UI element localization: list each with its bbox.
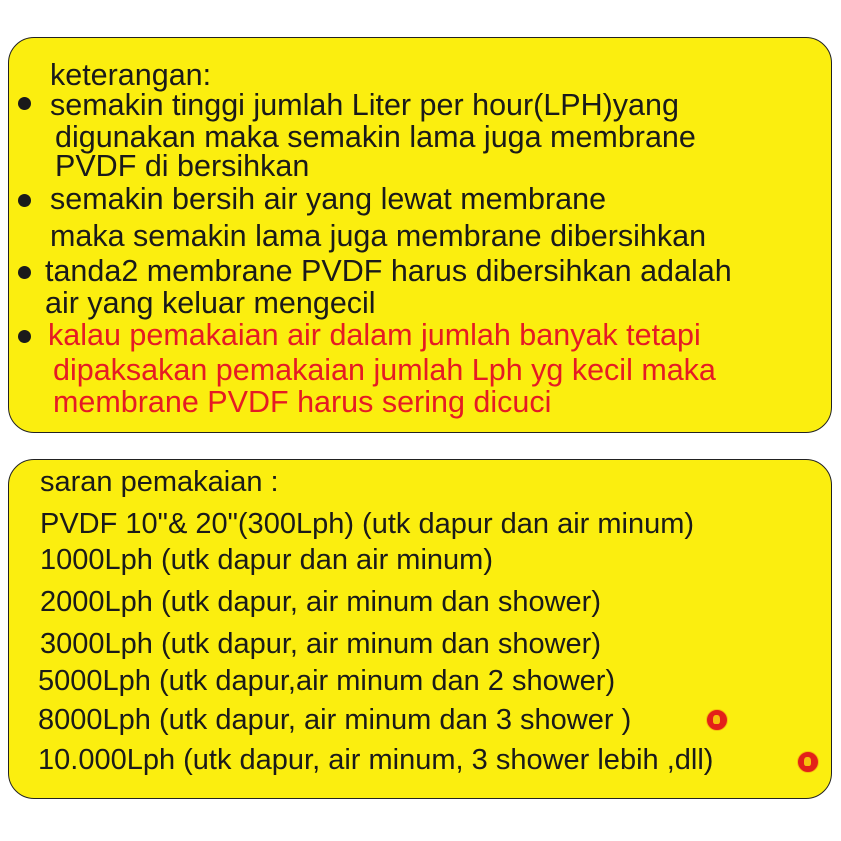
note-line-highlight: dipaksakan pemakaian jumlah Lph yg kecil maka: [53, 353, 716, 387]
suggestion-item: 5000Lph (utk dapur,air minum dan 2 shower): [38, 665, 616, 697]
note-line: PVDF di bersihkan: [55, 149, 310, 183]
bullet-icon: [18, 266, 31, 279]
note-line: tanda2 membrane PVDF harus dibersihkan adalah: [45, 254, 732, 288]
note-line: digunakan maka semakin lama juga membrane: [55, 120, 696, 154]
bullet-icon: [18, 330, 31, 343]
suggestion-item: 1000Lph (utk dapur dan air minum): [40, 544, 493, 576]
note-line: semakin tinggi jumlah Liter per hour(LPH)yang: [50, 88, 679, 122]
note-line: air yang keluar mengecil: [45, 286, 376, 320]
suggestion-item: 2000Lph (utk dapur, air minum dan shower): [40, 586, 601, 618]
note-line-highlight: kalau pemakaian air dalam jumlah banyak tetapi: [48, 318, 701, 352]
suggestion-item: 3000Lph (utk dapur, air minum dan shower): [40, 628, 601, 660]
note-line: maka semakin lama juga membrane dibersihkan: [50, 219, 707, 253]
thumbs-up-badge-icon: [797, 751, 819, 773]
thumbs-up-badge-icon: [706, 709, 728, 731]
notes-heading: keterangan:: [50, 58, 212, 92]
suggestions-heading: saran pemakaian :: [40, 466, 279, 498]
note-line: semakin bersih air yang lewat membrane: [50, 182, 607, 216]
note-line-highlight: membrane PVDF harus sering dicuci: [53, 385, 552, 419]
bullet-icon: [18, 194, 31, 207]
suggestion-item: 10.000Lph (utk dapur, air minum, 3 shower lebih ,dll): [38, 744, 714, 776]
suggestion-item: PVDF 10"& 20"(300Lph) (utk dapur dan air minum): [40, 508, 695, 540]
bullet-icon: [18, 97, 31, 110]
suggestion-item: 8000Lph (utk dapur, air minum dan 3 shower ): [38, 704, 632, 736]
